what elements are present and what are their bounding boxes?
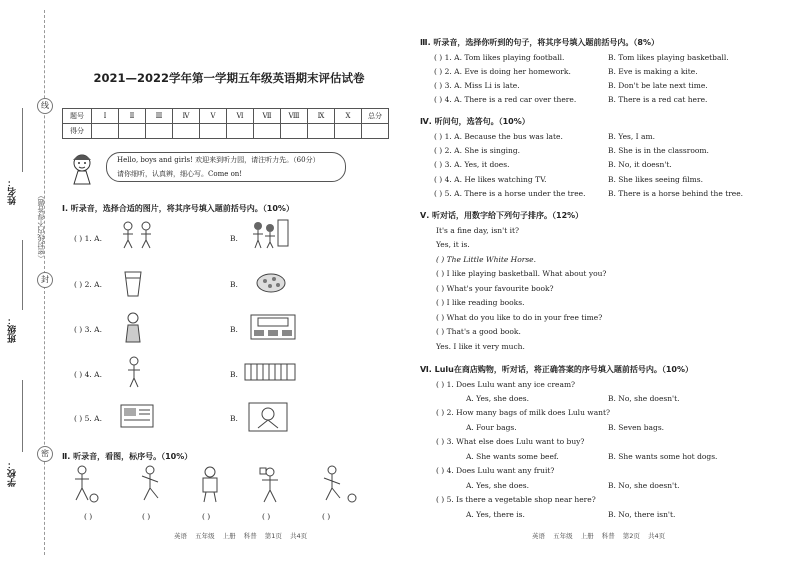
sec5-line-8: ( ) That's a good book. <box>436 327 521 336</box>
sec3-item-4-a: ( ) 4. A. There is a red car over there. <box>434 95 577 104</box>
sec5-line-2: Yes, it is. <box>436 240 470 249</box>
section-1-heading: Ⅰ. 听录音，选择合适的图片，将其序号填入题前括号内。（10%） <box>62 204 294 213</box>
kids-sports-image-icon <box>120 220 156 250</box>
sec2-blank-5[interactable]: ( ) <box>322 512 331 521</box>
sec5-line-9: Yes. I like it very much. <box>436 342 525 351</box>
score-col: Ⅲ <box>146 109 173 124</box>
sec5-line-4: ( ) I like playing basketball. What about you? <box>436 269 607 278</box>
section-5-heading: Ⅴ. 听对话，用数字给下列句子排序。（12%） <box>420 211 584 220</box>
sec6-q4-b: B. No, she doesn't. <box>608 481 680 490</box>
sec4-item-5-a: ( ) 5. A. There is a horse under the tree. <box>434 189 586 198</box>
score-cell[interactable] <box>308 124 335 139</box>
sec4-item-4-b: B. She likes seeing films. <box>608 175 703 184</box>
sec1-item-1: ( ) 1. A. <box>74 234 102 243</box>
score-cell[interactable] <box>146 124 173 139</box>
intro-box <box>58 150 400 186</box>
pizza-image-icon <box>256 272 286 294</box>
sec2-blank-1[interactable]: ( ) <box>84 512 93 521</box>
sec4-item-4-a: ( ) 4. A. He likes watching TV. <box>434 175 547 184</box>
sec1-item-3-b: B. <box>230 325 238 334</box>
class-line <box>22 240 23 310</box>
score-col: Ⅳ <box>173 109 200 124</box>
seal-xian: 线 <box>37 98 53 114</box>
binding-strip <box>0 0 58 562</box>
sec1-item-5-b: B. <box>230 414 238 423</box>
right-footer: 英语 五年级 上册 科普 第2页 共4页 <box>532 532 666 540</box>
sec6-q1: ( ) 1. Does Lulu want any ice cream? <box>436 380 576 389</box>
drawing-image-icon <box>248 402 288 432</box>
sec6-q5-b: B. No, there isn't. <box>608 510 676 519</box>
exam-title: 2021—2022学年第一学期五年级英语期末评估试卷 <box>93 71 365 85</box>
intro-bubble <box>106 152 346 182</box>
cup-image-icon <box>122 268 144 298</box>
figure-image-icon <box>124 356 144 388</box>
left-footer: 英语 五年级 上册 科普 第1页 共4页 <box>174 532 308 540</box>
sec6-q5: ( ) 5. Is there a vegetable shop near here? <box>436 495 596 504</box>
sec2-blank-4[interactable]: ( ) <box>262 512 271 521</box>
sec3-item-4-b: B. There is a red cat here. <box>608 95 708 104</box>
sec6-q5-a: A. Yes, there is. <box>466 510 525 519</box>
score-cell[interactable] <box>173 124 200 139</box>
picture-board-image-icon <box>120 404 154 428</box>
sec1-item-1-b: B. <box>230 234 238 243</box>
sec3-item-3-a: ( ) 3. A. Miss Li is late. <box>434 81 520 90</box>
score-col: Ⅴ <box>200 109 227 124</box>
sec1-item-3: ( ) 3. A. <box>74 325 102 334</box>
sec2-blank-3[interactable]: ( ) <box>202 512 211 521</box>
sec1-item-4-b: B. <box>230 370 238 379</box>
score-cell[interactable] <box>362 124 389 139</box>
sec3-item-3-b: B. Don't be late next time. <box>608 81 708 90</box>
score-cell[interactable] <box>92 124 119 139</box>
score-row-label: 得分 <box>63 124 92 139</box>
seal-feng: 封 <box>37 272 53 288</box>
class-label: 班级： <box>8 316 18 343</box>
sec6-q2: ( ) 2. How many bags of milk does Lulu want? <box>436 408 611 417</box>
score-cell[interactable] <box>200 124 227 139</box>
sec6-q3-a: A. She wants some beef. <box>466 452 559 461</box>
intro-line-2: 请你细听，认真辨，细心写。Come on! <box>117 170 243 178</box>
sec6-q2-b: B. Seven bags. <box>608 423 665 432</box>
sec1-item-2: ( ) 2. A. <box>74 280 102 289</box>
sec4-item-3-b: B. No, it doesn't. <box>608 160 672 169</box>
left-page <box>58 0 400 562</box>
score-col: Ⅷ <box>281 109 308 124</box>
sec3-item-1-a: ( ) 1. A. Tom likes playing football. <box>434 53 565 62</box>
sec6-q3-b: B. She wants some hot dogs. <box>608 452 718 461</box>
classroom-image-icon <box>250 314 296 340</box>
sec4-item-5-b: B. There is a horse behind the tree. <box>608 189 744 198</box>
school-label: 学校： <box>8 460 18 487</box>
section-2-heading: Ⅱ. 听录音，看图，标序号。（10%） <box>62 452 193 461</box>
sec4-item-1-a: ( ) 1. A. Because the bus was late. <box>434 132 563 141</box>
sec2-blank-2[interactable]: ( ) <box>142 512 151 521</box>
sec6-q4: ( ) 4. Does Lulu want any fruit? <box>436 466 555 475</box>
sec6-q1-b: B. No, she doesn't. <box>608 394 680 403</box>
score-cell[interactable] <box>335 124 362 139</box>
kids-playing-image-icon <box>250 218 290 250</box>
sec4-item-1-b: B. Yes, I am. <box>608 132 655 141</box>
sec6-q2-a: A. Four bags. <box>466 423 517 432</box>
sec3-item-2-b: B. Eve is making a kite. <box>608 67 698 76</box>
score-cell[interactable] <box>254 124 281 139</box>
sec5-line-6: ( ) I like reading books. <box>436 298 525 307</box>
name-line <box>22 108 23 172</box>
score-header-label: 题号 <box>63 109 92 124</box>
sec5-line-1: It's a fine day, isn't it? <box>436 226 520 235</box>
sec1-item-5: ( ) 5. A. <box>74 414 102 423</box>
sec3-item-2-a: ( ) 2. A. Eve is doing her homework. <box>434 67 571 76</box>
sec4-item-2-b: B. She is in the classroom. <box>608 146 709 155</box>
sec4-item-3-a: ( ) 3. A. Yes, it does. <box>434 160 510 169</box>
sec4-item-2-a: ( ) 2. A. She is singing. <box>434 146 521 155</box>
score-col: Ⅸ <box>308 109 335 124</box>
score-cell[interactable] <box>227 124 254 139</box>
sec5-line-7: ( ) What do you like to do in your free time? <box>436 313 603 322</box>
score-col: Ⅹ <box>335 109 362 124</box>
score-col: Ⅰ <box>92 109 119 124</box>
score-col-total: 总分 <box>362 109 389 124</box>
intro-line-1: Hello, boys and girls! 欢迎来到听力园，请注听力先。（60分） <box>117 156 320 164</box>
sec6-q1-a: A. Yes, she does. <box>466 394 530 403</box>
person-image-icon <box>122 312 144 344</box>
section-4-heading: Ⅳ. 听问句，选答句。（10%） <box>420 117 530 126</box>
school-line <box>22 380 23 452</box>
sec6-q4-a: A. Yes, she does. <box>466 481 530 490</box>
score-col: Ⅱ <box>119 109 146 124</box>
section-3-heading: Ⅲ. 听录音，选择你听到的句子，将其序号填入题前括号内。（8%） <box>420 38 659 47</box>
score-col: Ⅶ <box>254 109 281 124</box>
score-cell[interactable] <box>119 124 146 139</box>
girl-cartoon-icon <box>64 150 100 186</box>
seal-note: （密封线内不得答题） <box>37 192 45 262</box>
right-page <box>420 0 794 562</box>
score-cell[interactable] <box>281 124 308 139</box>
sec3-item-1-b: B. Tom likes playing basketball. <box>608 53 729 62</box>
seal-mi: 密 <box>37 446 53 462</box>
name-label: 姓名： <box>8 178 18 205</box>
section-6-heading: Ⅵ. Lulu在商店购物，听对话，将正确答案的序号填入题前括号内。（10%） <box>420 365 693 374</box>
sec6-q3: ( ) 3. What else does Lulu want to buy? <box>436 437 585 446</box>
score-col: Ⅵ <box>227 109 254 124</box>
sports-activities-image-icon <box>70 464 370 504</box>
sec1-item-4: ( ) 4. A. <box>74 370 102 379</box>
sec5-line-3: ( ) The Little White Horse. <box>436 255 536 264</box>
piano-image-icon <box>244 360 296 384</box>
sec5-line-5: ( ) What's your favourite book? <box>436 284 554 293</box>
score-table <box>62 108 389 139</box>
sec1-item-2-b: B. <box>230 280 238 289</box>
